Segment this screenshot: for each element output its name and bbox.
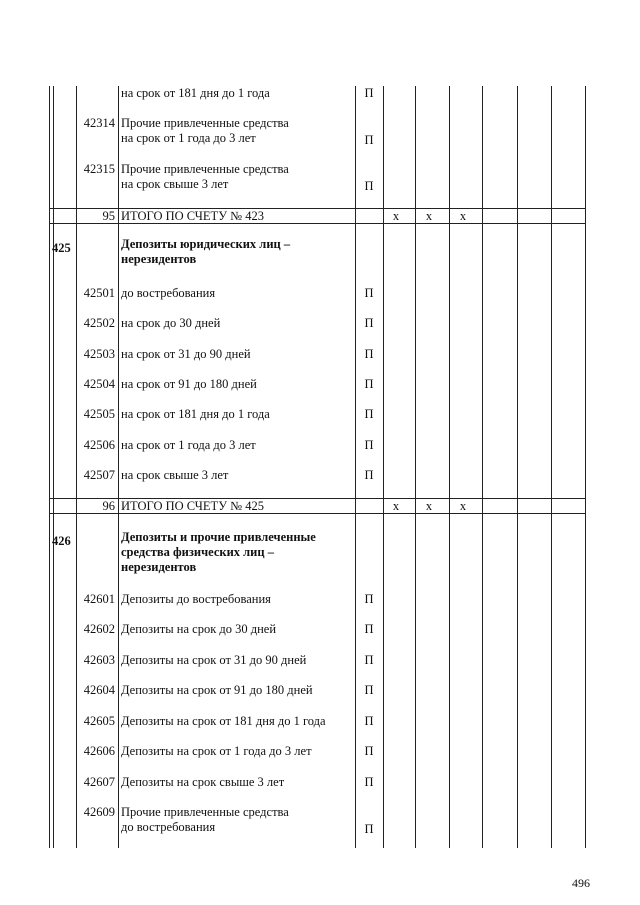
passive-flag: П bbox=[364, 683, 374, 697]
total-mark: х bbox=[392, 209, 400, 223]
account-code: 42603 bbox=[83, 653, 115, 667]
column-rule bbox=[482, 86, 483, 848]
account-code: 42602 bbox=[83, 622, 115, 636]
passive-flag: П bbox=[364, 133, 374, 147]
account-name: на срок свыше 3 лет bbox=[121, 177, 229, 191]
total-mark: х bbox=[425, 499, 433, 513]
account-name: нерезидентов bbox=[121, 560, 197, 574]
passive-flag: П bbox=[364, 714, 374, 728]
account-name: Депозиты юридических лиц – bbox=[121, 237, 291, 251]
account-name: Депозиты и прочие привлеченные bbox=[121, 530, 316, 544]
account-code: 42601 bbox=[83, 592, 115, 606]
account-code: 42502 bbox=[83, 316, 115, 330]
account-code: 42604 bbox=[83, 683, 115, 697]
account-name: Прочие привлеченные средства bbox=[121, 116, 289, 130]
account-code: 96 bbox=[102, 499, 115, 513]
account-code: 42315 bbox=[83, 162, 115, 176]
account-code: 42507 bbox=[83, 468, 115, 482]
account-name: Депозиты на срок свыше 3 лет bbox=[121, 775, 285, 789]
account-name: Депозиты на срок от 91 до 180 дней bbox=[121, 683, 313, 697]
passive-flag: П bbox=[364, 407, 374, 421]
total-mark: х bbox=[459, 499, 467, 513]
account-name: нерезидентов bbox=[121, 252, 197, 266]
page-number: 496 bbox=[572, 876, 590, 890]
column-rule bbox=[76, 86, 77, 848]
account-name: Прочие привлеченные средства bbox=[121, 805, 289, 819]
account-name: до востребования bbox=[121, 286, 216, 300]
passive-flag: П bbox=[364, 179, 374, 193]
column-rule bbox=[551, 86, 552, 848]
total-mark: х bbox=[392, 499, 400, 513]
passive-flag: П bbox=[364, 822, 374, 836]
passive-flag: П bbox=[364, 316, 374, 330]
total-mark: х bbox=[425, 209, 433, 223]
account-name: на срок от 181 дня до 1 года bbox=[121, 407, 270, 421]
account-name: на срок от 1 года до 3 лет bbox=[121, 438, 256, 452]
account-code: 42314 bbox=[83, 116, 115, 130]
column-rule bbox=[415, 86, 416, 848]
account-name: на срок от 31 до 90 дней bbox=[121, 347, 251, 361]
account-code: 42607 bbox=[83, 775, 115, 789]
account-name: Депозиты на срок от 1 года до 3 лет bbox=[121, 744, 312, 758]
account-name: ИТОГО ПО СЧЕТУ № 423 bbox=[121, 209, 264, 223]
account-name: на срок до 30 дней bbox=[121, 316, 221, 330]
passive-flag: П bbox=[364, 347, 374, 361]
account-name: средства физических лиц – bbox=[121, 545, 274, 559]
account-code: 95 bbox=[102, 209, 115, 223]
account-code: 42503 bbox=[83, 347, 115, 361]
account-name: ИТОГО ПО СЧЕТУ № 425 bbox=[121, 499, 264, 513]
passive-flag: П bbox=[364, 468, 374, 482]
account-name: Прочие привлеченные средства bbox=[121, 162, 289, 176]
passive-flag: П bbox=[364, 377, 374, 391]
account-code: 42506 bbox=[83, 438, 115, 452]
account-code: 42606 bbox=[83, 744, 115, 758]
account-name: Депозиты на срок от 181 дня до 1 года bbox=[121, 714, 326, 728]
account-name: на срок свыше 3 лет bbox=[121, 468, 229, 482]
account-number: 425 bbox=[52, 241, 71, 255]
passive-flag: П bbox=[364, 86, 374, 100]
account-name: Депозиты на срок от 31 до 90 дней bbox=[121, 653, 307, 667]
column-rule bbox=[449, 86, 450, 848]
column-rule bbox=[383, 86, 384, 848]
account-code: 42504 bbox=[83, 377, 115, 391]
passive-flag: П bbox=[364, 592, 374, 606]
passive-flag: П bbox=[364, 438, 374, 452]
account-number: 426 bbox=[52, 534, 71, 548]
account-code: 42609 bbox=[83, 805, 115, 819]
passive-flag: П bbox=[364, 286, 374, 300]
column-rule bbox=[53, 86, 54, 848]
account-name: на срок от 91 до 180 дней bbox=[121, 377, 257, 391]
passive-flag: П bbox=[364, 744, 374, 758]
account-code: 42501 bbox=[83, 286, 115, 300]
column-rule bbox=[517, 86, 518, 848]
total-mark: х bbox=[459, 209, 467, 223]
column-rule bbox=[585, 86, 586, 848]
account-name: Депозиты на срок до 30 дней bbox=[121, 622, 277, 636]
account-code: 42505 bbox=[83, 407, 115, 421]
account-name: на срок от 181 дня до 1 года bbox=[121, 86, 270, 100]
passive-flag: П bbox=[364, 775, 374, 789]
column-rule bbox=[49, 86, 50, 848]
account-code: 42605 bbox=[83, 714, 115, 728]
column-rule bbox=[355, 86, 356, 848]
column-rule bbox=[118, 86, 119, 848]
passive-flag: П bbox=[364, 653, 374, 667]
account-name: на срок от 1 года до 3 лет bbox=[121, 131, 256, 145]
passive-flag: П bbox=[364, 622, 374, 636]
account-name: Депозиты до востребования bbox=[121, 592, 271, 606]
account-name: до востребования bbox=[121, 820, 216, 834]
